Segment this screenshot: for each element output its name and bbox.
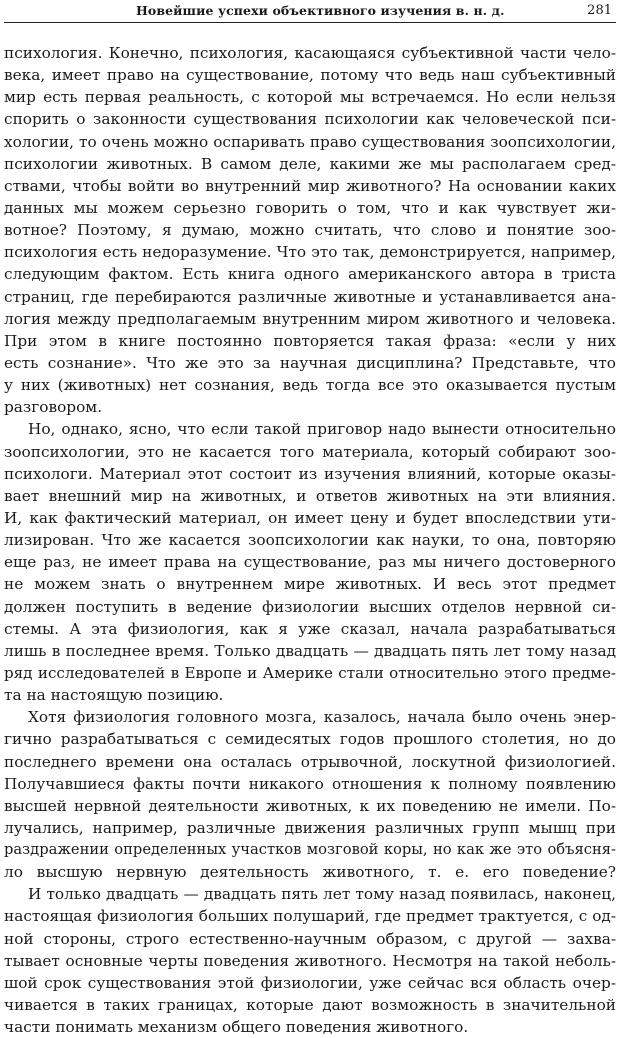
text-line: хологии, то очень можно оспаривать право существования зоопсихологии,: [4, 132, 616, 151]
text-line: психологи. Материал этот состоит из изучения влияний, которые оказы-: [4, 464, 616, 483]
text-line: вает внешний мир на животных, и ответов животных на эти влияния.: [4, 486, 616, 505]
text-line: данных мы можем серьезно говорить о том, что и как чувствует жи-: [4, 198, 616, 217]
text-line: спорить о законности существования психологии как человеческой пси-: [4, 110, 616, 129]
text-line: последнего времени она осталась отрывочной, лоскутной физиологией.: [4, 752, 616, 771]
running-title: Новейшие успехи объективного изучения в. н. д.: [136, 3, 505, 18]
text-line: страниц, где перебираются различные животные и устанавливается ана-: [4, 287, 616, 306]
text-line: века, имеет право на существование, потому что ведь наш субъективный: [4, 66, 616, 85]
text-line: И только двадцать — двадцать пять лет тому назад появилась, наконец,: [28, 885, 616, 904]
text-line: Но, однако, ясно, что если такой приговор надо вынести относительно: [28, 420, 616, 439]
text-line: ствами, чтобы войти во внутренний мир животного? На основании каких: [4, 176, 616, 195]
text-line: зоопсихологии, это не касается того материала, который собирают зоо-: [4, 442, 616, 461]
text-line: гично разрабатываться с семидесятых годов прошлого столетия, но до: [4, 730, 616, 749]
text-line: шой срок существования этой физиологии, уже сейчас вся область очер-: [4, 973, 616, 992]
page-number: 281: [587, 3, 612, 18]
text-line: психология. Конечно, психология, касающаяся субъективной части чело-: [4, 44, 616, 62]
text-line: должен поступить в ведение физиологии высших отделов нервной си-: [4, 597, 616, 616]
text-line: еще раз, не имеет права на существование, раз мы ничего достоверного: [4, 553, 616, 572]
text-line: есть сознание». Что же это за научная дисциплина? Представьте, что: [4, 353, 616, 372]
text-line: следующим фактом. Есть книга одного американского автора в триста: [4, 265, 616, 284]
text-line: настоящая физиология больших полушарий, где предмет трактуется, с од-: [4, 907, 616, 926]
text-line: лишь в последнее время. Только двадцать — двадцать пять лет тому назад: [4, 641, 616, 660]
text-line: мир есть первая реальность, с которой мы встречаемся. Но если нельзя: [4, 88, 616, 107]
text-line: И, как фактический материал, он имеет цену и будет впоследствии ути-: [4, 508, 616, 527]
text-line: психология есть недоразумение. Что это так, демонстрируется, например,: [4, 243, 616, 262]
text-line: ной стороны, строго естественно-научным образом, с другой — захва-: [4, 929, 616, 948]
text-line: та на настоящую позицию.: [4, 686, 224, 705]
text-line: части понимать механизм общего поведения животного.: [4, 1018, 469, 1037]
text-line: у них (животных) нет сознания, ведь тогда все это оказывается пустым: [4, 376, 616, 395]
text-line: ряд исследователей в Европе и Америке стали относительно этого предме-: [4, 663, 616, 682]
text-line: чивается в таких границах, которые дают возможность в значительной: [4, 996, 616, 1015]
text-line: ло высшую нервную деятельность животного, т. е. его поведение?: [4, 863, 616, 882]
text-line: Получавшиеся факты почти никакого отношения к полному появлению: [4, 774, 616, 793]
text-line: лизирован. Что же касается зоопсихологии как науки, то она, повторяю: [4, 531, 616, 550]
text-line: не можем знать о внутреннем мире животных. И весь этот предмет: [4, 575, 616, 594]
text-line: стемы. А эта физиология, как я уже сказал, начала разрабатываться: [4, 619, 616, 638]
text-line: тывает основные черты поведения животного. Несмотря на такой неболь-: [4, 951, 616, 970]
text-line: разговором.: [4, 398, 103, 417]
text-body: [4, 42, 616, 1038]
text-line: психологии животных. В самом деле, какими же мы располагаем сред-: [4, 154, 616, 173]
text-line: вотное? Поэтому, я думаю, можно считать, что слово и понятие зоо-: [4, 221, 616, 240]
running-head: [4, 2, 616, 23]
text-line: При этом в книге постоянно повторяется такая фраза: «если у них: [4, 331, 616, 350]
text-line: высшей нервной деятельности животных, к их поведению не имели. По-: [4, 796, 616, 815]
text-line: Хотя физиология головного мозга, казалось, начала было очень энер-: [28, 708, 616, 727]
text-line: раздражении определенных участков мозговой коры, но как же это объясня-: [4, 841, 616, 859]
text-line: лучались, например, различные движения различных групп мышц при: [4, 818, 616, 837]
text-line: логия между предполагаемым внутренним миром животного и человека.: [4, 309, 616, 328]
